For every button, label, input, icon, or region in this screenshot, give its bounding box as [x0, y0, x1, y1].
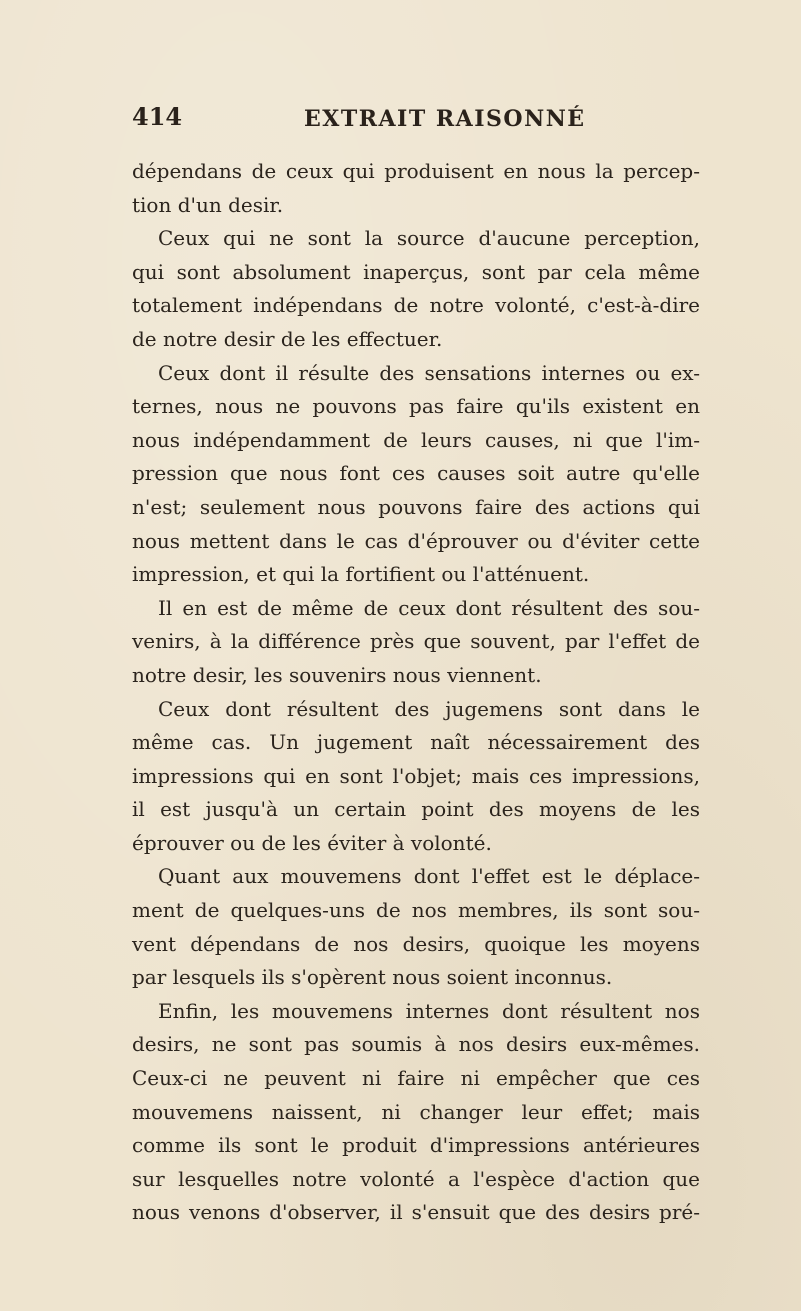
text-line: ternes, nous ne pouvons pas faire qu'ils existent en	[132, 394, 700, 419]
text-line: n'est; seulement nous pouvons faire des actions qui	[132, 494, 700, 519]
text-line: vent dépendans de nos desirs, quoique les moyens	[132, 931, 700, 956]
text-line: même cas. Un jugement naît nécessairement des	[132, 730, 700, 755]
text-line: nous mettent dans le cas d'éprouver ou d'éviter cette	[132, 528, 700, 553]
text-line: Quant aux mouvemens dont l'effet est le déplace-	[158, 864, 700, 889]
text-line: impressions qui en sont l'objet; mais ces impressions,	[132, 763, 700, 788]
text-line: éprouver ou de les éviter à volonté.	[132, 830, 492, 855]
text-line: comme ils sont le produit d'impressions antérieures	[132, 1133, 700, 1158]
text-line: dépendans de ceux qui produisent en nous la percep-	[132, 159, 700, 183]
text-line: ment de quelques-uns de nos membres, ils sont sou-	[132, 898, 700, 923]
text-line: venirs, à la différence près que souvent, par l'effet de	[132, 629, 700, 654]
text-line: notre desir, les souvenirs nous viennent.	[132, 662, 542, 687]
text-line: par lesquels ils s'opèrent nous soient inconnus.	[132, 965, 613, 990]
text-line: tion d'un desir.	[132, 192, 284, 217]
text-line: nous indépendamment de leurs causes, ni que l'im-	[132, 427, 700, 452]
text-line: il est jusqu'à un certain point des moyens de les	[132, 797, 700, 822]
text-line: mouvemens naissent, ni changer leur effet; mais	[132, 1099, 700, 1124]
text-line: Ceux qui ne sont la source d'aucune perception,	[158, 226, 700, 251]
text-line: totalement indépendans de notre volonté, c'est-à-dire	[132, 293, 700, 318]
text-line: nous venons d'observer, il s'ensuit que des desirs pré-	[132, 1200, 700, 1225]
text-line: Ceux dont résultent des jugemens sont dans le	[158, 696, 700, 721]
text-line: desirs, ne sont pas soumis à nos desirs eux-mêmes.	[132, 1032, 700, 1057]
text-line: Enfin, les mouvemens internes dont résultent nos	[158, 998, 700, 1023]
text-line: pression que nous font ces causes soit autre qu'elle	[132, 461, 700, 486]
text-line: sur lesquelles notre volonté a l'espèce d'action que	[132, 1166, 700, 1191]
page-number: 414	[132, 102, 183, 131]
text-line: impression, et qui la fortifient ou l'atténuent.	[132, 562, 590, 587]
text-line: Ceux dont il résulte des sensations internes ou ex-	[158, 360, 700, 385]
page-header	[132, 102, 692, 142]
text-line: Ceux-ci ne peuvent ni faire ni empêcher que ces	[132, 1066, 700, 1091]
body-text	[132, 155, 700, 1230]
running-title: EXTRAIT RAISONNÉ	[304, 106, 586, 132]
text-line: de notre desir de les effectuer.	[132, 326, 443, 351]
text-line: qui sont absolument inaperçus, sont par cela même	[132, 259, 700, 284]
text-line: Il en est de même de ceux dont résultent des sou-	[158, 595, 700, 620]
